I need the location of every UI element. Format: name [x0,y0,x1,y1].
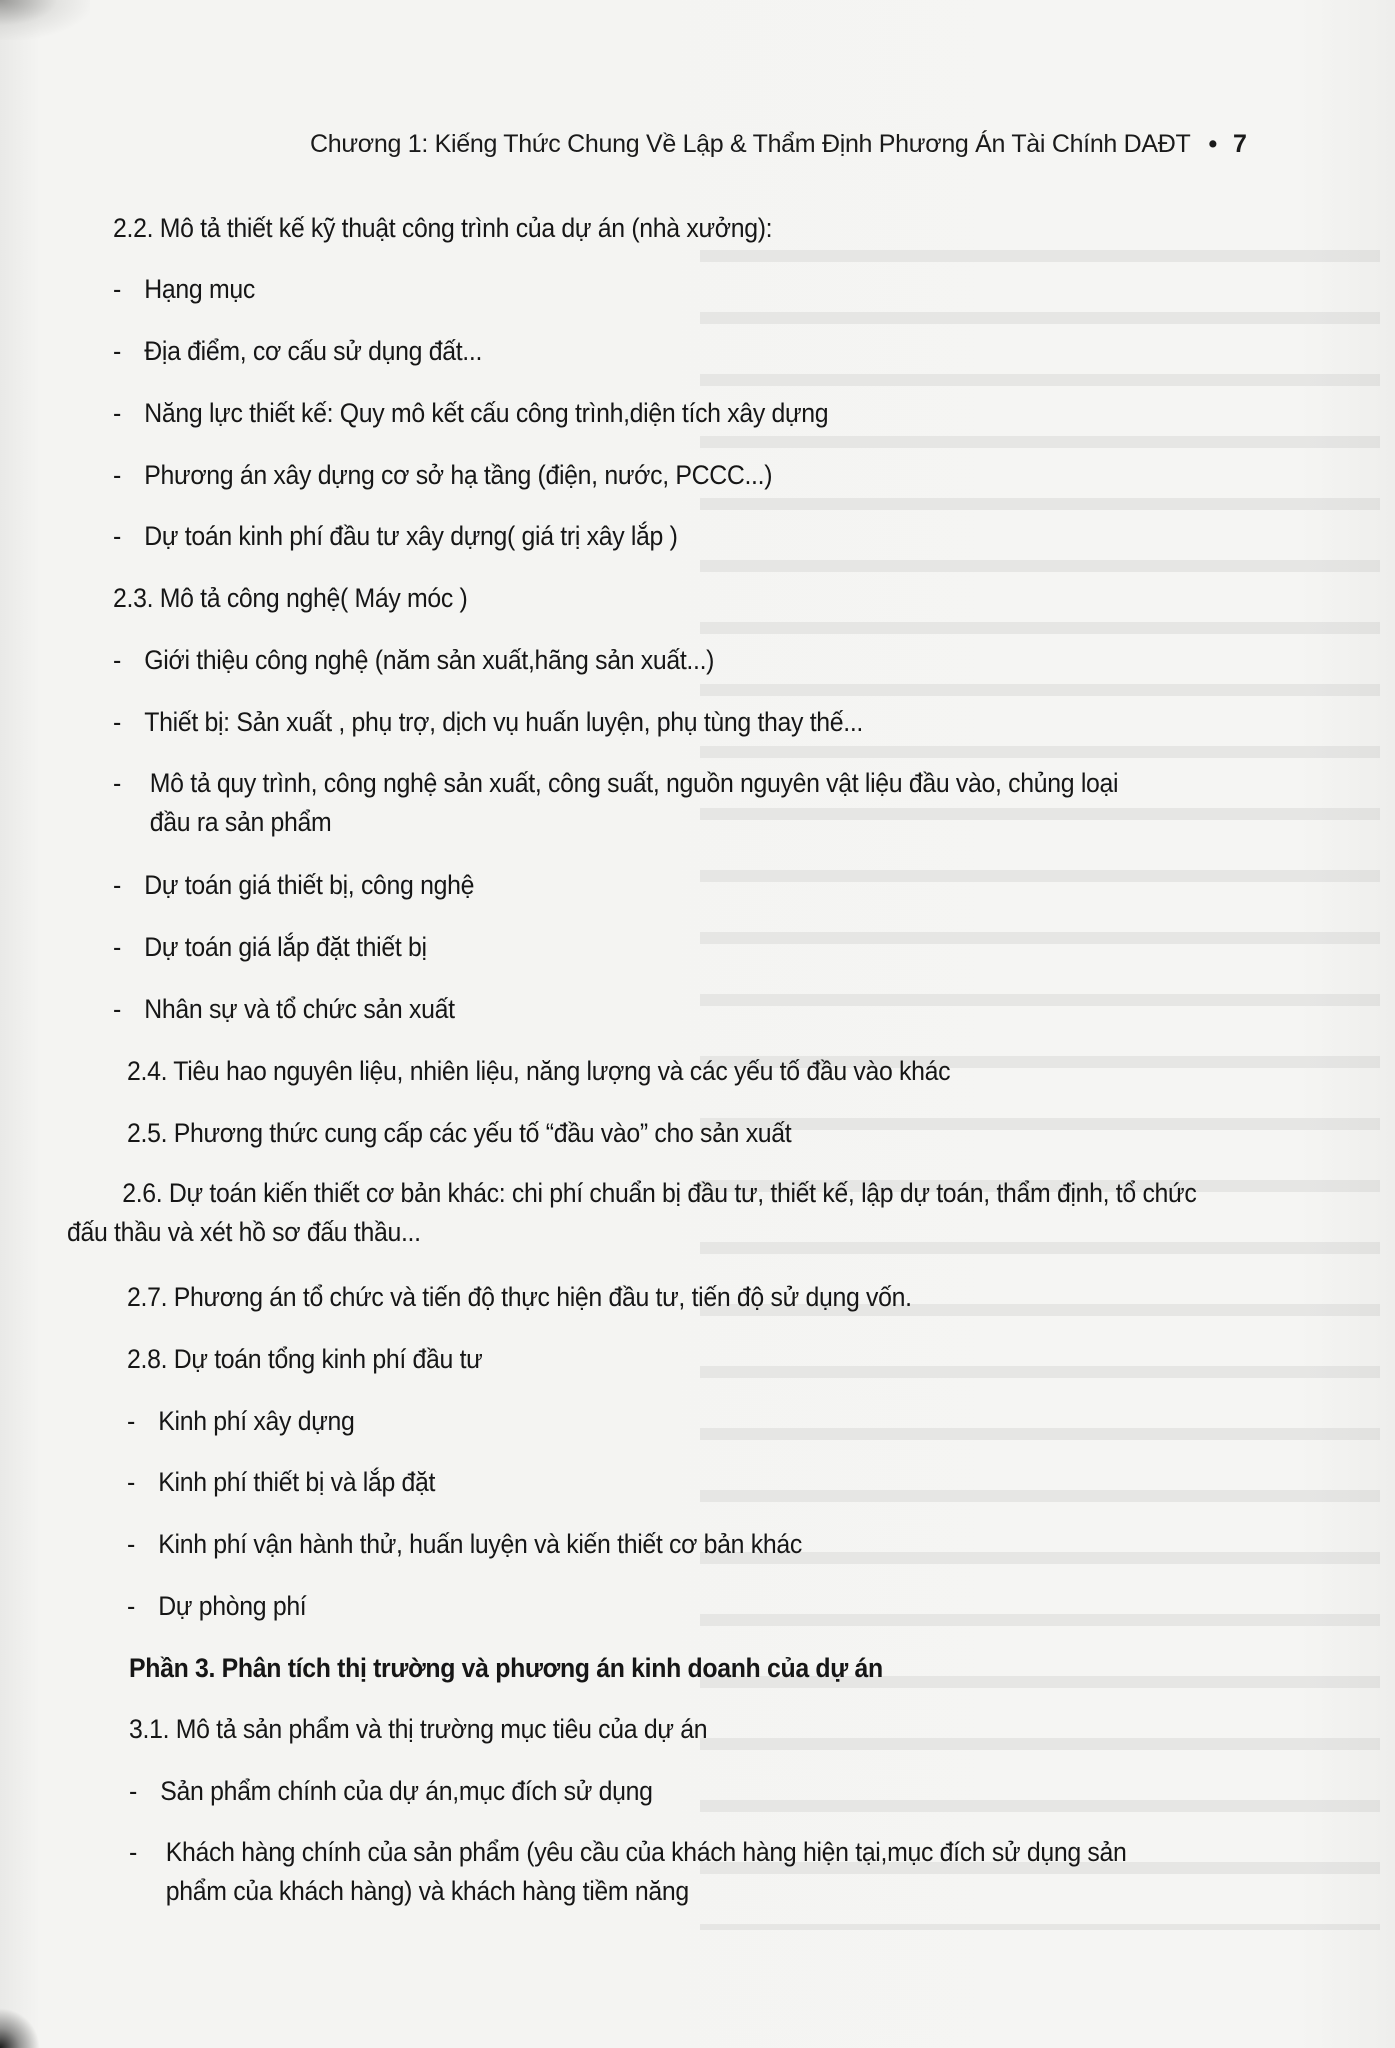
page-corner-shadow [0,0,90,40]
list-item: - Dự phòng phí [127,1591,307,1621]
heading-3-1: 3.1. Mô tả sản phẩm và thị trường mục tiêu của dự án [129,1714,708,1744]
heading-2-4: 2.4. Tiêu hao nguyên liệu, nhiên liệu, năng lượng và các yếu tố đầu vào khác [127,1056,951,1086]
list-item: - Địa điểm, cơ cấu sử dụng đất... [113,336,483,366]
list-item: - Dự toán kinh phí đầu tư xây dựng( giá trị xây lắp ) [113,521,678,551]
part-3-heading: Phần 3. Phân tích thị trường và phương án kinh doanh của dự án [129,1653,883,1683]
running-header [310,130,1250,159]
heading-2-5: 2.5. Phương thức cung cấp các yếu tố “đầu vào” cho sản xuất [127,1118,792,1148]
header-separator: • [1208,130,1217,158]
list-item: - Sản phẩm chính của dự án,mục đích sử dụng [129,1776,653,1806]
page-number: 7 [1232,130,1247,158]
list-item: - Hạng mục [113,274,255,304]
list-item: - Kinh phí thiết bị và lắp đặt [127,1467,436,1497]
list-item: - Năng lực thiết kế: Quy mô kết cấu công trình,diện tích xây dựng [113,398,829,428]
list-item: - Mô tả quy trình, công nghệ sản xuất, công suất, nguồn nguyên vật liệu đầu vào, chủng loại đầu ra sản phẩm [113,768,1119,837]
list-item: - Thiết bị: Sản xuất , phụ trợ, dịch vụ huấn luyện, phụ tùng thay thế... [113,707,864,737]
heading-2-8: 2.8. Dự toán tổng kinh phí đầu tư [127,1344,483,1374]
list-item: - Phương án xây dựng cơ sở hạ tầng (điện, nước, PCCC...) [113,460,773,490]
list-item: - Nhân sự và tổ chức sản xuất [113,994,455,1024]
page-edge-shadow [0,2008,40,2048]
list-item: - Dự toán giá lắp đặt thiết bị [113,932,427,962]
list-item: - Khách hàng chính của sản phẩm (yêu cầu của khách hàng hiện tại,mục đích sử dụng sản phẩm của khách hàng) và khách hàng tiềm năng [129,1837,1127,1906]
heading-2-2: 2.2. Mô tả thiết kế kỹ thuật công trình của dự án (nhà xưởng): [113,213,773,243]
list-item: - Giới thiệu công nghệ (năm sản xuất,hãng sản xuất...) [113,645,715,675]
heading-2-3: 2.3. Mô tả công nghệ( Máy móc ) [113,583,468,613]
list-item: - Kinh phí vận hành thử, huấn luyện và kiến thiết cơ bản khác [127,1529,802,1559]
list-item: - Dự toán giá thiết bị, công nghệ [113,870,475,900]
list-item: - Kinh phí xây dựng [127,1406,355,1436]
heading-2-6: 2.6. Dự toán kiến thiết cơ bản khác: chi phí chuẩn bị đầu tư, thiết kế, lập dự toán, thẩm định, tổ chức đấu thầu và xét hồ sơ đấu thầu... [67,1178,1197,1247]
heading-2-7: 2.7. Phương án tổ chức và tiến độ thực hiện đầu tư, tiến độ sử dụng vốn. [127,1282,912,1312]
chapter-title: Chương 1: Kiếng Thức Chung Về Lập & Thẩm Định Phương Án Tài Chính DAĐT [310,130,1191,158]
